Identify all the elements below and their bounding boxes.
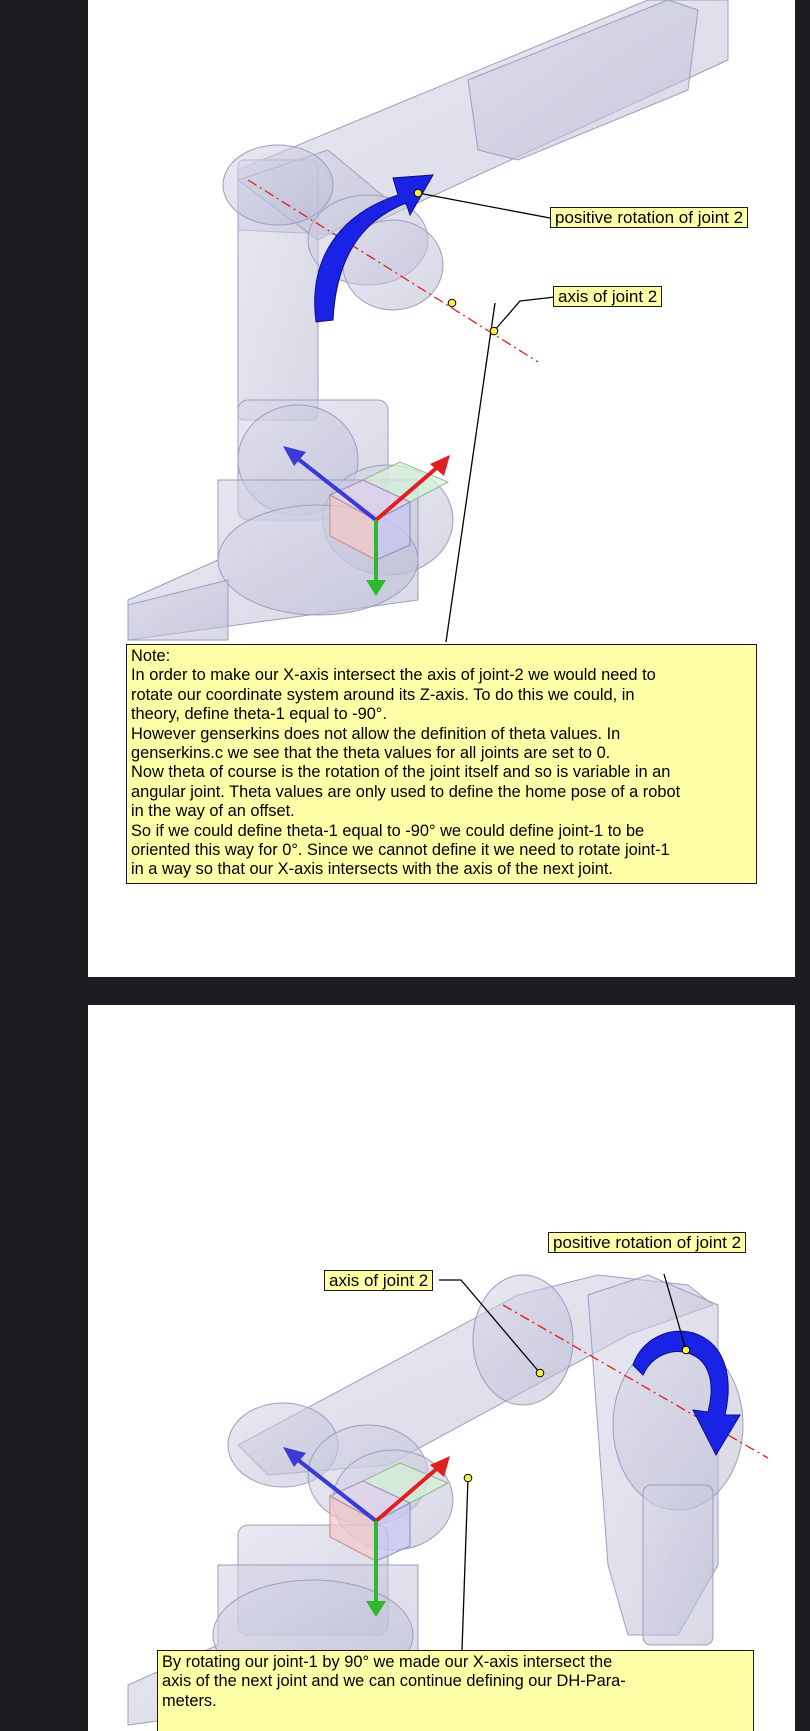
anchor-dot-rotation-top <box>414 189 422 197</box>
anchor-dot-note-bottom <box>464 1474 472 1482</box>
note-line: in the way of an offset. <box>131 802 295 821</box>
note-line: oriented this way for 0°. Since we cannot define it we need to rotate joint-1 <box>131 841 670 860</box>
note-line: genserkins.c we see that the theta values for all joints are set to 0. <box>131 744 611 763</box>
note-line: in a way so that our X-axis intersects with the axis of the next joint. <box>131 860 613 879</box>
robot-arm-top <box>128 0 728 640</box>
note-box-top <box>126 644 757 884</box>
callout-positive-rotation-joint2-top: positive rotation of joint 2 <box>550 207 748 228</box>
diagram-panel-top <box>88 0 795 977</box>
note-line: theory, define theta-1 equal to -90°. <box>131 705 387 724</box>
note-line: By rotating our joint-1 by 90° we made our X-axis intersect the <box>162 1653 613 1671</box>
anchor-dot-axis-bottom <box>536 1369 544 1377</box>
anchor-dot-note-top <box>448 299 456 307</box>
callout-axis-joint2-bottom: axis of joint 2 <box>324 1270 433 1291</box>
note-line: However genserkins does not allow the definition of theta values. In <box>131 724 621 743</box>
note-box-bottom <box>157 1650 754 1731</box>
note-line: In order to make our X-axis intersect the axis of joint-2 we would need to <box>131 666 656 685</box>
note-line: So if we could define theta-1 equal to -90° we could define joint-1 to be <box>131 821 645 840</box>
anchor-dot-axis-top <box>490 327 498 335</box>
callout-positive-rotation-joint2-bottom: positive rotation of joint 2 <box>548 1232 746 1253</box>
diagram-panel-bottom <box>88 1005 795 1731</box>
note-line: Now theta of course is the rotation of the joint itself and so is variable in an <box>131 763 671 782</box>
note-line: rotate our coordinate system around its Z-axis. To do this we could, in <box>131 685 635 704</box>
anchor-dot-rotation-bottom <box>682 1346 690 1354</box>
note-line: meters. <box>162 1691 217 1710</box>
callout-axis-joint2-top: axis of joint 2 <box>553 286 662 307</box>
robot-scene-bottom <box>88 1005 795 1731</box>
note-line: angular joint. Theta values are only used to define the home pose of a robot <box>131 782 681 801</box>
note-line: Note: <box>131 647 171 665</box>
note-line: axis of the next joint and we can continue defining our DH-Para- <box>162 1672 626 1691</box>
